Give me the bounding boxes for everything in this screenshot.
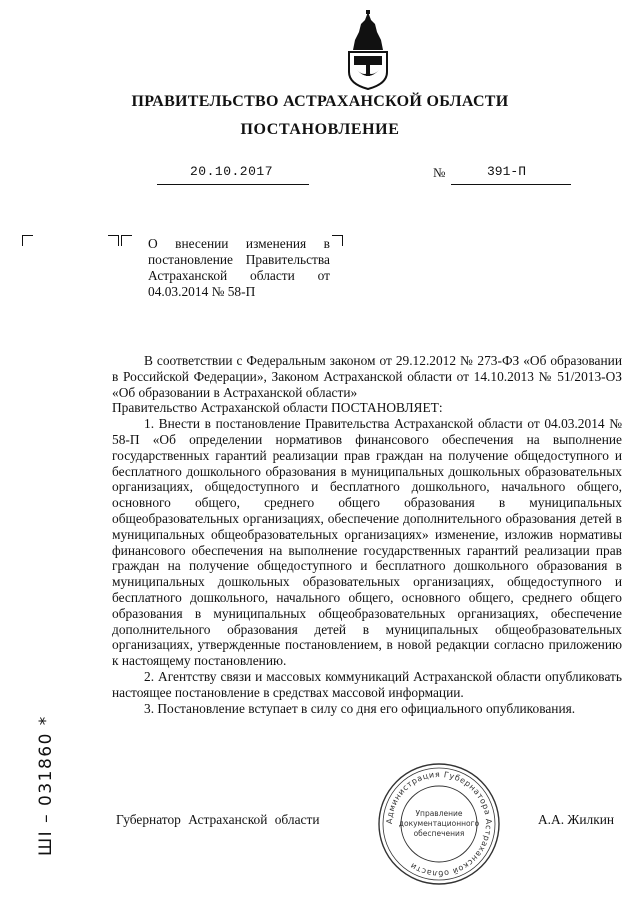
svg-text:обеспечения: обеспечения [413,829,465,838]
svg-text:Администрация Губернатора Астр: Администрация Губернатора Астраханской области [384,769,494,879]
corner-mark [332,235,343,246]
registration-number: ШI – 031860 * [36,715,56,856]
svg-text:Управление: Управление [415,809,463,818]
corner-mark [121,235,132,246]
document-subject: О внесении изменения в постановление Правительства Астраханской области от 04.03.2014 № 58-П [148,236,330,299]
preamble-paragraph: В соответствии с Федеральным законом от 29.12.2012 № 273-ФЗ «Об образовании в Российской Федерации», Законом Астраханской области от 14.10.2013 № 51/2013-ОЗ «Об образовании в Астраханской области» [112,353,622,400]
signatory-title: Губернатор Астраханской области [116,812,320,827]
corner-mark [22,235,33,246]
paragraph-2: 2. Агентству связи и массовых коммуникаций Астраханской области опубликовать настоящее постановление в средствах массовой информации. [112,668,622,700]
coat-of-arms-icon [345,10,391,90]
number-sign: № [433,165,446,180]
paragraph-3: 3. Постановление вступает в силу со дня его официального опубликования. [144,700,576,716]
svg-text:документационного: документационного [398,819,480,828]
document-date: 20.10.2017 [190,164,274,179]
registration-stamp [36,696,56,856]
decree-line: Правительство Астраханской области ПОСТАНОВЛЯЕТ: [112,400,443,416]
paragraph-1: 1. Внести в постановление Правительства Астраханской области от 04.03.2014 № 58-П «Об определении нормативов финансового обеспечения на выполнение государственных гарантий реализации прав граждан на получение общедоступного и бесплатного дошкольного образования в муниципальных дошкольных образовательных организациях, общедоступного и бесплатного дошкольного, начального общего, основного общего, среднего общего образования в муниципальных общеобразовательных организациях, обеспечение дополнительного образования детей в муниципальных общеобразовательных организациях» изменение, изложив нормативы финансового обеспечения на выполнение государственных гарантий реализации прав граждан на получение общедоступного и бесплатного дошкольного образования в муниципальных дошкольных образовательных организациях, общедоступного и бесплатного дошкольного, начального общего, основного общего, среднего общего образования в муниципальных общеобразовательных организациях, обеспечение дополнительного образования детей в муниципальных общеобразовательных организациях, утвержденные постановлением, в новой редакции согласно приложению к настоящему постановлению. [112,416,622,669]
document-body [112,353,622,716]
official-seal [377,762,501,886]
corner-mark [108,235,119,246]
organization-title: ПРАВИТЕЛЬСТВО АСТРАХАНСКОЙ ОБЛАСТИ [131,93,509,110]
document-type-title: ПОСТАНОВЛЕНИЕ [240,121,400,138]
signatory-name: А.А. Жилкин [538,812,615,827]
document-number: 391-П [487,164,527,179]
